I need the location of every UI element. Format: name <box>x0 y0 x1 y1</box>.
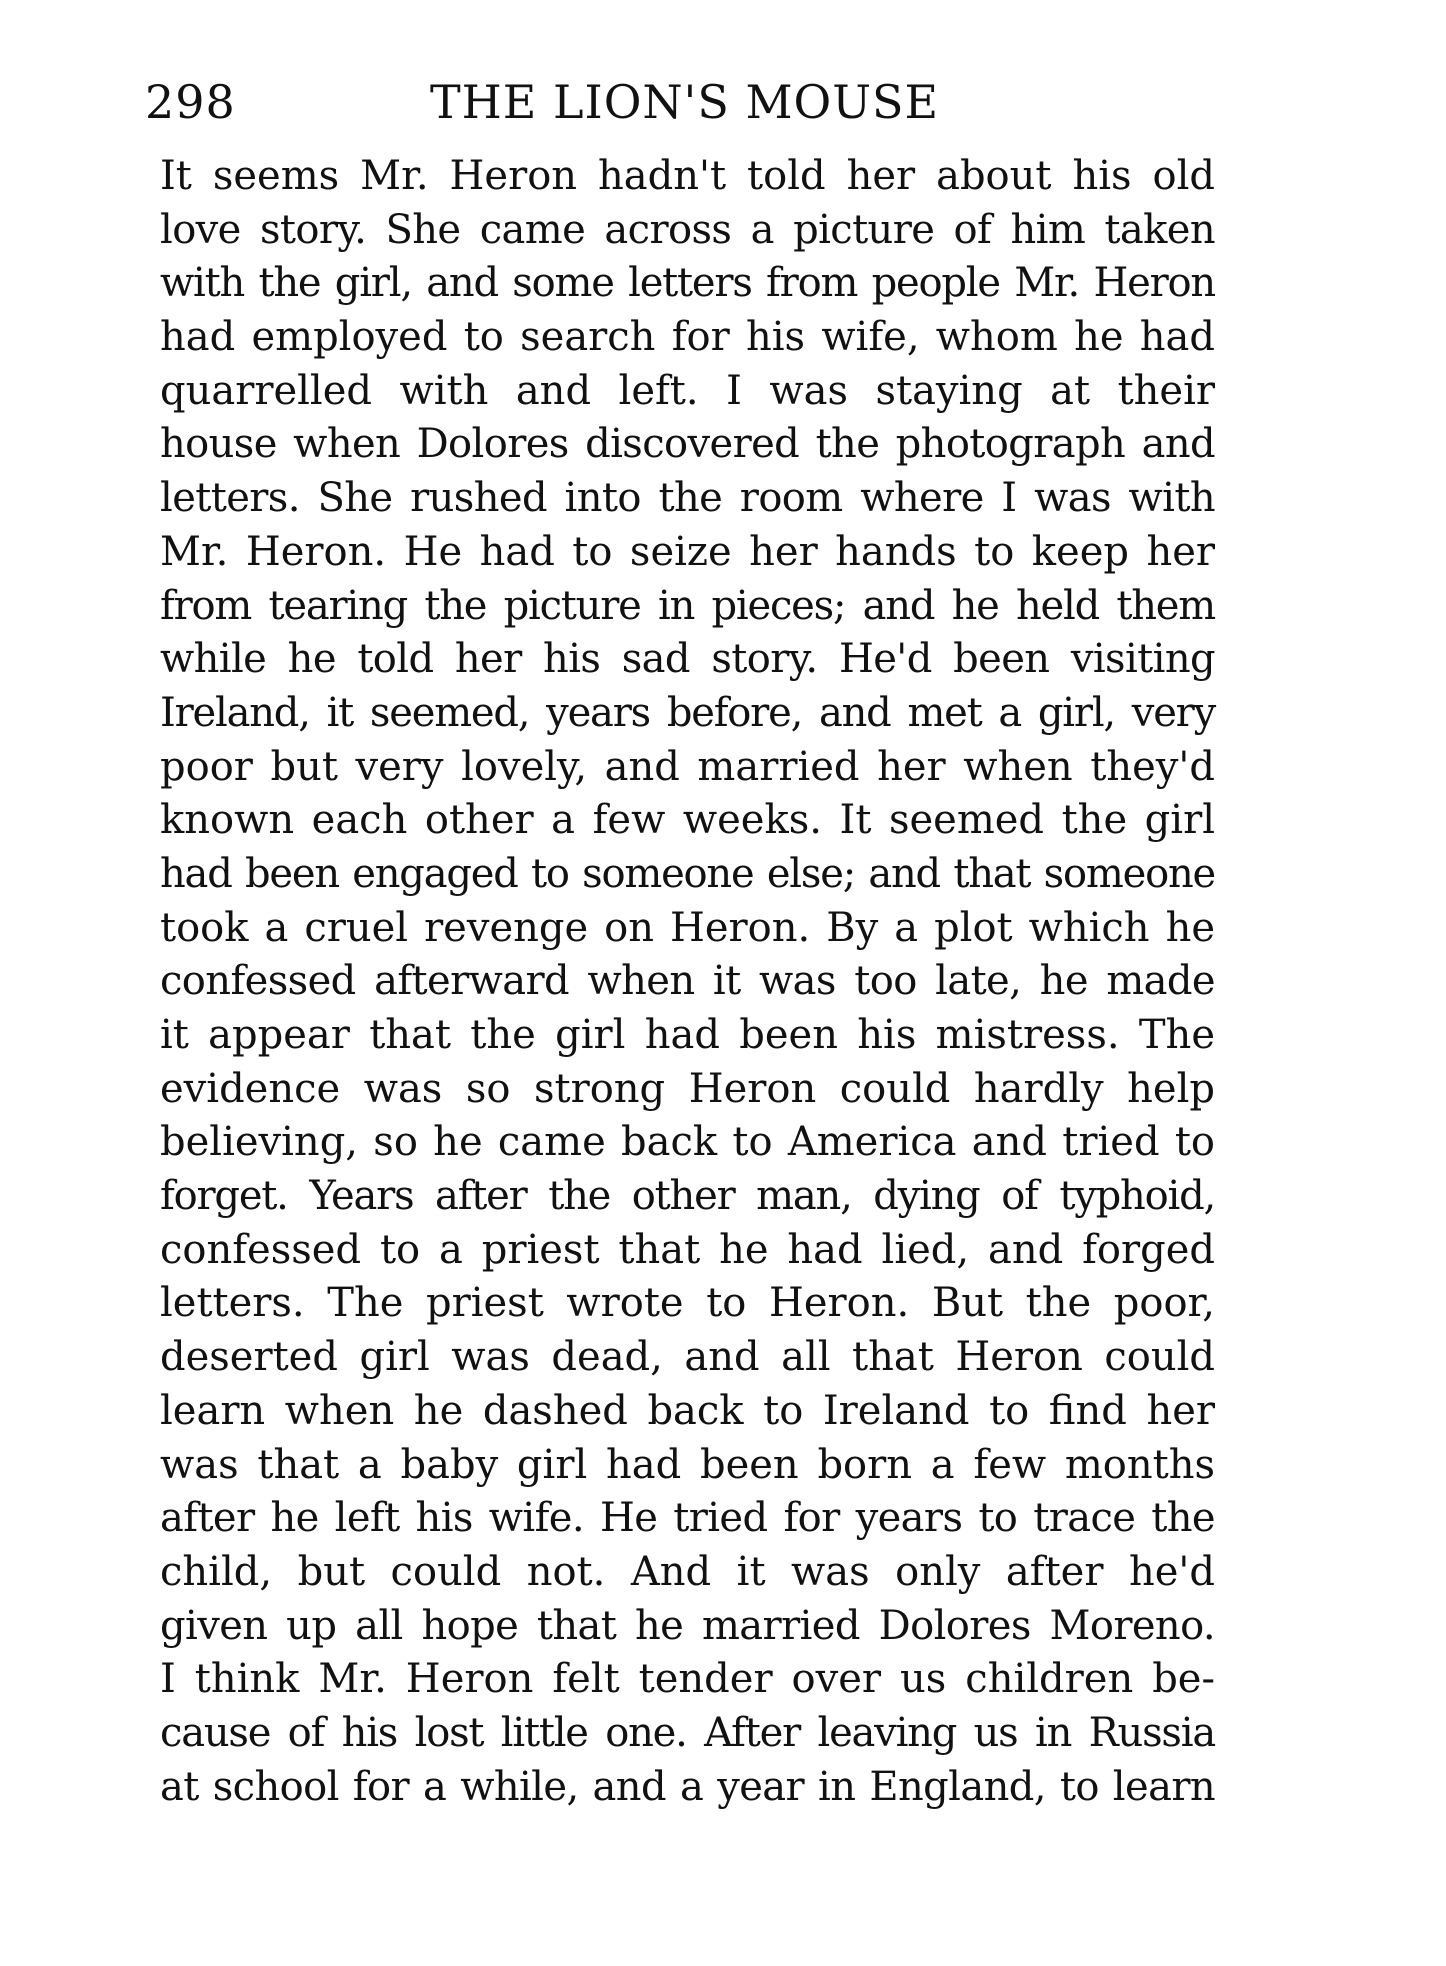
text-line: deserted girl was dead, and all that Heron could <box>160 1334 1215 1381</box>
text-line: confessed afterward when it was too late, he made <box>160 958 1215 1005</box>
text-line: with the girl, and some letters from people Mr. Heron <box>160 260 1215 307</box>
text-line: I think Mr. Heron felt tender over us children be- <box>160 1656 1215 1703</box>
running-title: THE LION'S MOUSE <box>430 75 940 129</box>
text-line: forget. Years after the other man, dying of typhoid, <box>160 1173 1215 1220</box>
text-line: Ireland, it seemed, years before, and met a girl, very <box>160 689 1215 736</box>
page-number: 298 <box>145 75 236 129</box>
text-line: quarrelled with and left. I was staying at their <box>160 367 1215 414</box>
text-line: while he told her his sad story. He'd been visiting <box>160 636 1215 683</box>
text-line: cause of his lost little one. After leaving us in Russia <box>160 1709 1215 1756</box>
text-line: was that a baby girl had been born a few months <box>160 1441 1215 1488</box>
text-line: believing, so he came back to America and tried to <box>160 1119 1215 1166</box>
text-line: took a cruel revenge on Heron. By a plot which he <box>160 904 1215 951</box>
text-line: It seems Mr. Heron hadn't told her about his old <box>160 153 1215 199</box>
text-line: letters. The priest wrote to Heron. But the poor, <box>160 1280 1215 1327</box>
text-line: given up all hope that he married Dolores Moreno. <box>160 1602 1215 1649</box>
text-line: love story. She came across a picture of him taken <box>160 206 1215 253</box>
text-line: it appear that the girl had been his mistress. The <box>160 1012 1215 1058</box>
text-line: confessed to a priest that he had lied, and forged <box>160 1226 1215 1273</box>
text-line: had employed to search for his wife, whom he had <box>160 314 1215 361</box>
text-line: house when Dolores discovered the photograph and <box>160 421 1215 468</box>
text-line: known each other a few weeks. It seemed the girl <box>160 797 1215 844</box>
text-line: from tearing the picture in pieces; and he held them <box>160 582 1215 629</box>
text-line: had been engaged to someone else; and that someone <box>160 850 1215 897</box>
text-line: letters. She rushed into the room where I was with <box>160 475 1215 522</box>
body-text <box>160 150 1215 1814</box>
text-line: learn when he dashed back to Ireland to find her <box>160 1387 1215 1434</box>
text-line: evidence was so strong Heron could hardly help <box>160 1065 1215 1112</box>
text-line: Mr. Heron. He had to seize her hands to keep her <box>160 528 1215 575</box>
text-line: poor but very lovely, and married her when they'd <box>160 743 1215 790</box>
text-line: child, but could not. And it was only after he'd <box>160 1548 1215 1595</box>
text-line: at school for a while, and a year in England, to learn <box>160 1763 1215 1810</box>
text-line: after he left his wife. He tried for years to trace the <box>160 1495 1215 1542</box>
